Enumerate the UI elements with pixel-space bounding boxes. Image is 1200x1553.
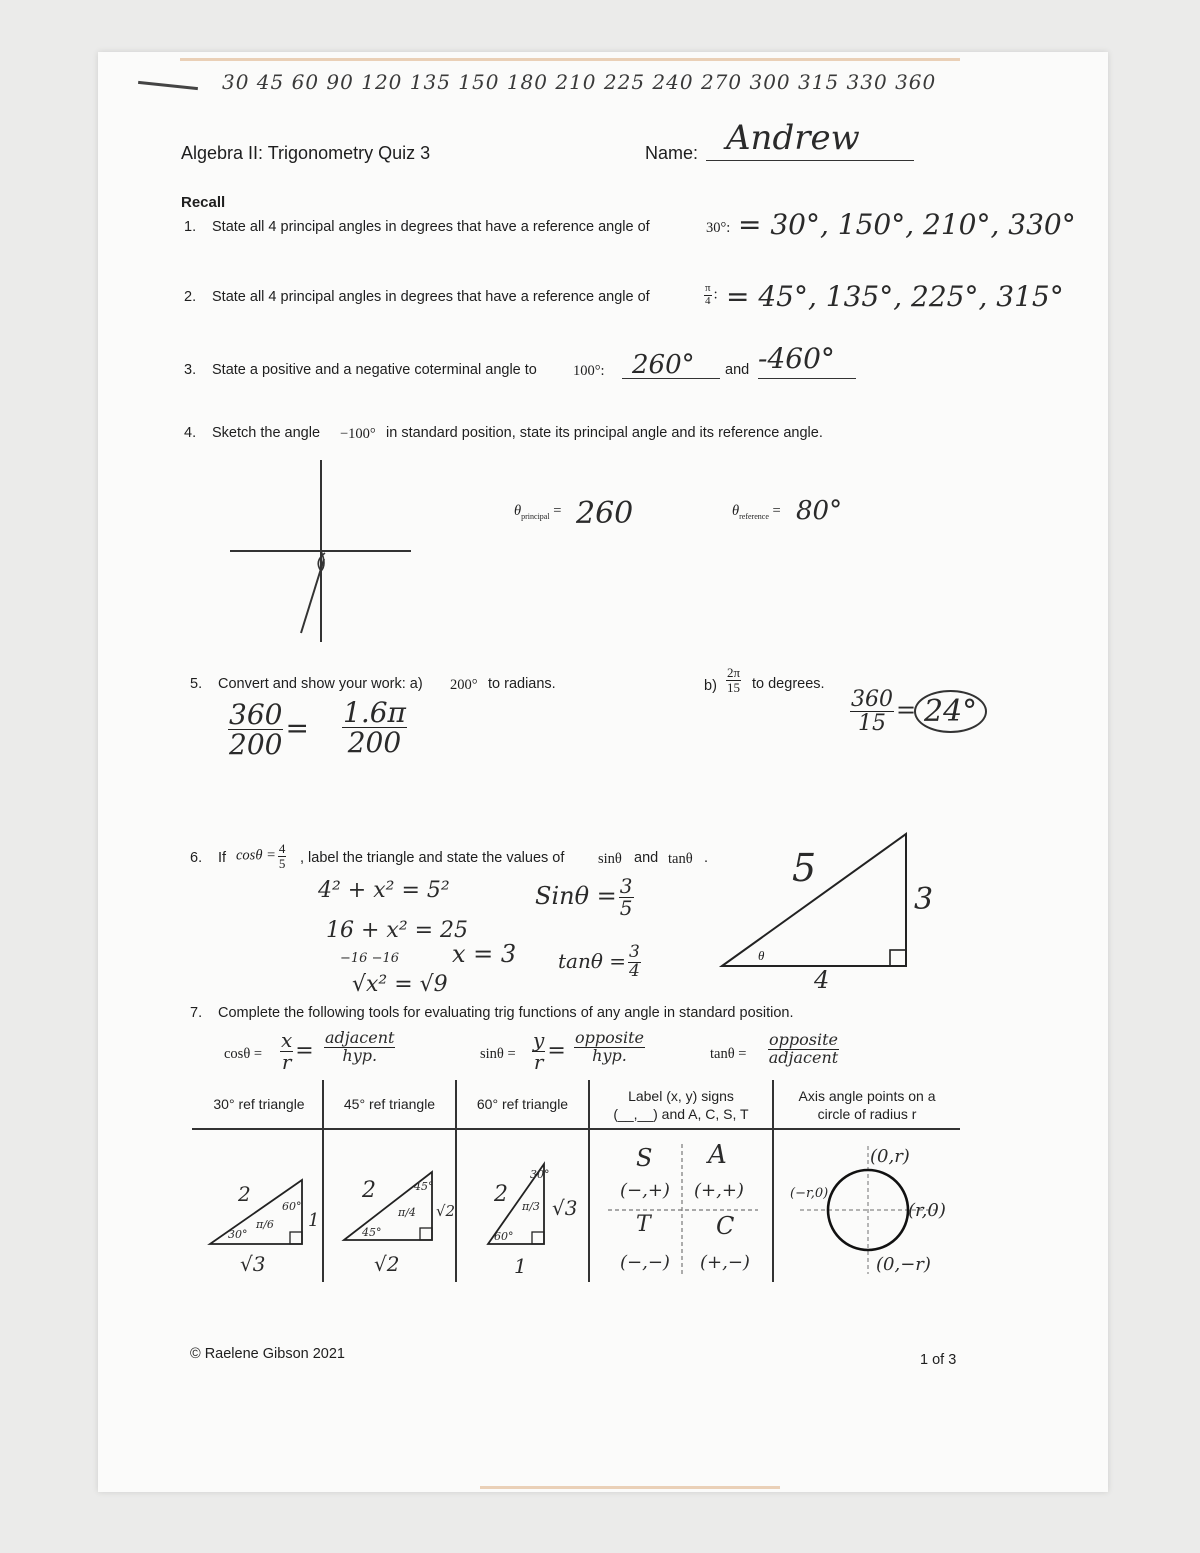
q4-reference-answer[interactable]: 80° — [796, 496, 843, 526]
footer-copyright: © Raelene Gibson 2021 — [190, 1346, 345, 1362]
quad-S[interactable]: S — [636, 1144, 653, 1172]
q4-sketch-axes — [228, 455, 428, 655]
footer-page-number: 1 of 3 — [920, 1352, 957, 1368]
q1-answer[interactable]: = 30°, 150°, 210°, 330° — [738, 208, 1076, 241]
q3-answer-positive[interactable]: 260° — [632, 350, 695, 380]
t45-rad[interactable]: π/4 — [398, 1206, 416, 1219]
q4-principal-answer[interactable]: 260 — [576, 496, 634, 531]
q6-tri-theta: θ — [758, 948, 765, 963]
q5-b-fraction: $\frac{2\pi}{15}$ — [727, 665, 741, 695]
t45-adj[interactable]: √2 — [374, 1252, 400, 1276]
q5-a-text: to radians. — [488, 676, 556, 692]
circle-right-point[interactable]: (r,0) — [908, 1200, 946, 1221]
q7-sin-words[interactable]: $\frac{\text{opposite}}{\text{hyp.}}$ — [575, 1028, 644, 1065]
circle-left-point[interactable]: (−r,0) — [790, 1186, 829, 1201]
q7-sin-lhs: sinθ = — [480, 1046, 516, 1062]
q7-tan-lhs: tanθ = — [710, 1046, 747, 1062]
q3-number: 3. — [184, 362, 197, 378]
q1-given: 30°: — [706, 220, 731, 236]
q5-b-answer[interactable]: 24° — [914, 690, 987, 733]
q6-cos-given: cosθ = $\frac{4}{5}$ — [236, 841, 286, 871]
q7-tan-words[interactable]: $\frac{\text{opposite}}{\text{adjacent}}$ — [768, 1030, 839, 1067]
quad-q3-signs[interactable]: (−,−) — [620, 1252, 670, 1273]
section-recall: Recall — [181, 194, 226, 211]
q6-text: , label the triangle and state the values of — [300, 850, 565, 866]
q7-sin-yr[interactable]: $\frac{y}{r}$ = — [533, 1028, 566, 1074]
q1-number: 1. — [184, 219, 197, 235]
q5-text: Convert and show your work: a) — [218, 676, 423, 692]
q2-number: 2. — [184, 289, 197, 305]
t60-angle-b[interactable]: 30° — [530, 1168, 550, 1181]
t30-adj[interactable]: √3 — [240, 1252, 266, 1276]
q7-cos-xr[interactable]: $\frac{x}{r}$ = — [281, 1028, 314, 1074]
t45-angle-a[interactable]: 45° — [362, 1226, 382, 1239]
quad-T[interactable]: T — [636, 1212, 651, 1237]
q6-tan-answer[interactable]: tanθ = $\frac{3}{4}$ — [558, 942, 640, 981]
q6-and: and — [634, 850, 659, 866]
t45-opp[interactable]: √2 — [436, 1202, 456, 1220]
header-axis-points: Axis angle points on a circle of radius r — [798, 1088, 936, 1122]
q4-text: Sketch the angle — [212, 425, 321, 441]
t60-adj[interactable]: 1 — [514, 1254, 527, 1278]
t45-triangle — [340, 1166, 440, 1246]
paper-edge-bottom — [480, 1486, 780, 1489]
quad-q2-signs[interactable]: (−,+) — [620, 1180, 670, 1201]
q6-if: If — [218, 850, 227, 866]
t30-rad[interactable]: π/6 — [256, 1218, 274, 1231]
header-30-ref: 30° ref triangle — [213, 1096, 305, 1112]
student-name[interactable]: Andrew — [726, 118, 860, 158]
q1-text: State all 4 principal angles in degrees that have a reference angle of — [212, 219, 650, 235]
t45-angle-b[interactable]: 45° — [414, 1180, 434, 1193]
q6-sin: sinθ — [598, 851, 622, 867]
q5-a-work-1[interactable]: $\frac{360}{200}$ = — [229, 698, 309, 762]
q7-cos-lhs: cosθ = — [224, 1046, 263, 1062]
q6-work-3[interactable]: −16 −16 — [340, 951, 400, 966]
q5-a-work-2[interactable]: $\frac{1.6\pi}{200}$ — [343, 696, 406, 760]
q6-work-2[interactable]: 16 + x² = 25 — [326, 918, 469, 943]
name-label: Name: — [645, 143, 699, 163]
q6-tri-hyp[interactable]: 5 — [792, 846, 817, 890]
q6-work-4[interactable]: √x² = √9 — [352, 972, 448, 997]
table-header-rule — [192, 1128, 960, 1130]
t30-angle-b[interactable]: 60° — [282, 1200, 302, 1213]
t30-hyp[interactable]: 2 — [238, 1182, 251, 1206]
q6-work-1[interactable]: 4² + x² = 5² — [318, 878, 450, 903]
q6-number: 6. — [190, 850, 203, 866]
quad-q1-signs[interactable]: (+,+) — [694, 1180, 744, 1201]
q4-angle: −100° — [340, 426, 376, 442]
q6-right-triangle — [718, 830, 918, 970]
q2-pi-over-4: $\frac{\pi}{4}$ : — [705, 282, 718, 307]
q4-number: 4. — [184, 425, 197, 441]
q3-and: and — [725, 362, 750, 378]
t60-opp[interactable]: √3 — [552, 1196, 578, 1220]
q2-text: State all 4 principal angles in degrees that have a reference angle of — [212, 289, 650, 305]
t30-opp[interactable]: 1 — [308, 1210, 320, 1231]
quiz-title: Algebra II: Trigonometry Quiz 3 — [181, 143, 431, 163]
name-underline — [706, 160, 914, 161]
q3-answer-negative[interactable]: -460° — [758, 342, 835, 375]
q3-text: State a positive and a negative coterminal angle to — [212, 362, 537, 378]
q7-number: 7. — [190, 1005, 203, 1021]
q5-a-given: 200° — [450, 677, 478, 693]
q7-text: Complete the following tools for evaluating trig functions of any angle in standard position. — [218, 1005, 794, 1021]
circle-bottom-point[interactable]: (0,−r) — [876, 1254, 931, 1275]
t30-angle-a[interactable]: 30° — [228, 1228, 248, 1241]
t60-rad[interactable]: π/3 — [522, 1200, 540, 1213]
circle-top-point[interactable]: (0,r) — [870, 1146, 910, 1167]
q5-number: 5. — [190, 676, 203, 692]
q4-text2: in standard position, state its principal angle and its reference angle. — [386, 425, 823, 441]
t45-hyp[interactable]: 2 — [362, 1178, 376, 1203]
q4-theta-principal-label: $\theta_{principal}$ = — [514, 503, 562, 521]
t60-angle-a[interactable]: 60° — [494, 1230, 514, 1243]
q5-b-text: to degrees. — [752, 676, 825, 692]
paper-edge-top — [180, 58, 960, 61]
q6-period: . — [704, 850, 709, 866]
quad-A[interactable]: A — [708, 1140, 727, 1170]
header-signs: Label (x, y) signs (__,__) and A, C, S, T — [613, 1088, 749, 1122]
header-angle-scribble: 30 45 60 90 120 135 150 180 210 225 240 270 300 315 330 360 — [222, 70, 937, 94]
q6-tan: tanθ — [668, 851, 693, 867]
quad-q4-signs[interactable]: (+,−) — [700, 1252, 750, 1273]
q5-b-label: b) — [704, 678, 717, 694]
header-60-ref: 60° ref triangle — [476, 1096, 569, 1112]
q6-sin-answer[interactable]: Sinθ = $\frac{3}{5}$ — [535, 874, 633, 920]
q3-underline-negative — [758, 378, 856, 379]
q2-answer[interactable]: = 45°, 135°, 225°, 315° — [726, 280, 1064, 313]
q6-tri-adj[interactable]: 4 — [814, 966, 830, 994]
q6-tri-opp[interactable]: 3 — [914, 882, 934, 917]
q4-theta-reference-label: $\theta_{reference}$ = — [732, 503, 781, 521]
q3-given: 100°: — [573, 363, 605, 379]
quad-C[interactable]: C — [716, 1212, 735, 1240]
q5-b-work[interactable]: $\frac{360}{15}$ = — [851, 687, 917, 737]
q7-cos-words[interactable]: $\frac{\text{adjacent}}{\text{hyp.}}$ — [325, 1028, 395, 1065]
q6-work-x[interactable]: x = 3 — [452, 940, 517, 968]
t60-hyp[interactable]: 2 — [494, 1182, 508, 1207]
header-45-ref: 45° ref triangle — [343, 1096, 436, 1112]
